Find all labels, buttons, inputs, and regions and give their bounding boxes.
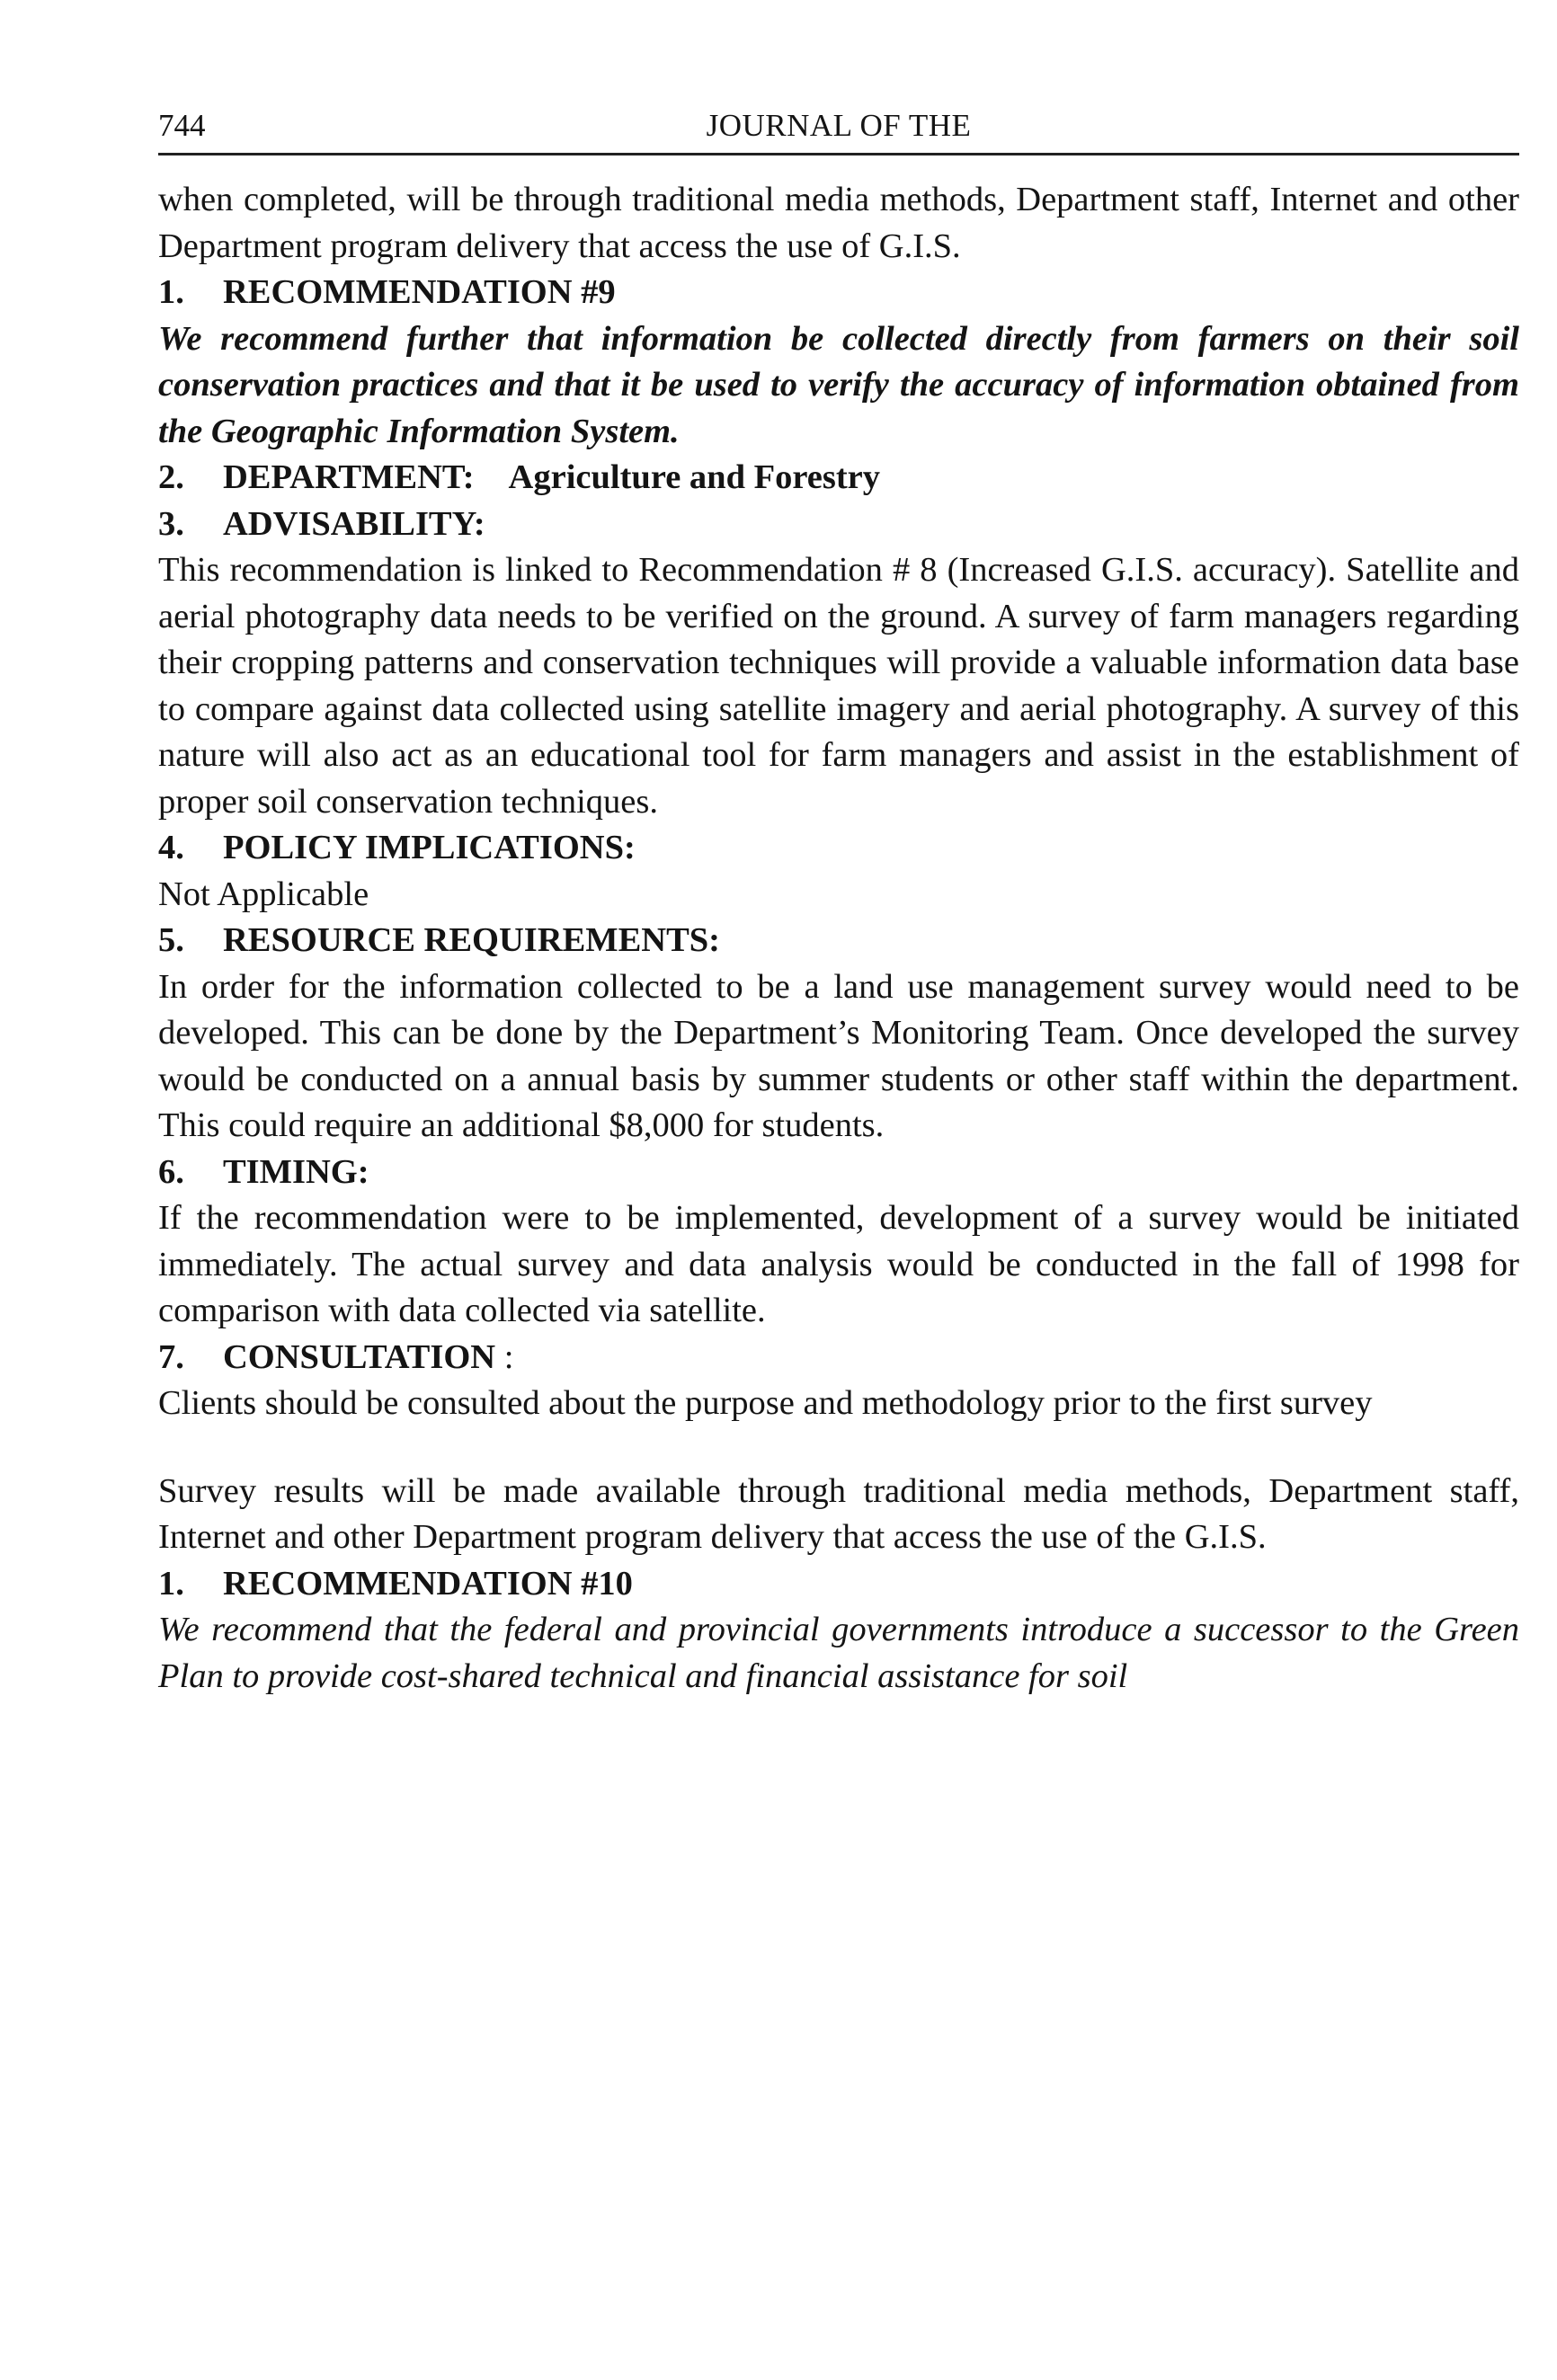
timing-label: TIMING: — [223, 1152, 369, 1191]
recommendation-9-number: 1. — [158, 273, 184, 311]
document-page — [158, 99, 1519, 1700]
recommendation-10-label: RECOMMENDATION #10 — [223, 1564, 633, 1603]
consultation-text: Clients should be consulted about the purpose and methodology prior to the first survey — [158, 1384, 1373, 1422]
department-heading — [158, 455, 1519, 502]
timing-number: 6. — [158, 1152, 184, 1191]
advisability-heading — [158, 502, 1519, 548]
department-number: 2. — [158, 458, 184, 496]
advisability-label: ADVISABILITY: — [223, 504, 485, 543]
department-label: DEPARTMENT: — [223, 458, 475, 496]
department-value: Agriculture and Forestry — [508, 458, 881, 496]
header-rule — [158, 153, 1519, 155]
policy-label: POLICY IMPLICATIONS: — [223, 829, 636, 866]
journal-title: JOURNAL OF THE — [706, 108, 972, 143]
recommendation-10-number: 1. — [158, 1564, 184, 1603]
resources-heading — [158, 918, 1519, 964]
intro-paragraph: when completed, will be through traditional media methods, Department staff, Internet and other Department program delivery that access the use of G.I.S. — [158, 181, 1519, 265]
timing-text: If the recommendation were to be implemented, development of a survey would be initiated immediately. The actual survey and data analysis would be conducted in the fall of 1998 for comparison with data collected via satellite. — [158, 1199, 1519, 1329]
policy-heading — [158, 825, 1519, 872]
resources-label: RESOURCE REQUIREMENTS: — [223, 921, 720, 959]
resources-text: In order for the information collected to be a land use management survey would need to be developed. This can be done by the Department’s Monitoring Team. Once developed the survey would be conducted on a annual basis by summer students or other staff within the department. This could require an additional $8,000 for students. — [158, 967, 1519, 1144]
advisability-number: 3. — [158, 504, 184, 543]
recommendation-9-text: We recommend further that information be collected directly from farmers on their soil conservation practices and that it be used to verify the accuracy of information obtained from the Geographic Information System. — [158, 319, 1519, 450]
recommendation-10-heading — [158, 1561, 1519, 1608]
policy-number: 4. — [158, 829, 184, 866]
consultation-colon: : — [495, 1337, 514, 1376]
page-number: 744 — [158, 108, 206, 143]
recommendation-9-heading — [158, 270, 1519, 316]
consultation-label: CONSULTATION — [223, 1337, 496, 1376]
recommendation-9-label: RECOMMENDATION #9 — [223, 273, 616, 311]
resources-number: 5. — [158, 921, 184, 959]
recommendation-10-text: We recommend that the federal and provincial governments introduce a successor to the Green Plan to provide cost-shared technical and financial assistance for soil — [158, 1611, 1519, 1695]
survey-results-text: Survey results will be made available through traditional media methods, Department staff, Internet and other Department program delivery that access the use of the G.I.S. — [158, 1471, 1519, 1556]
advisability-text: This recommendation is linked to Recommendation # 8 (Increased G.I.S. accuracy). Satellite and aerial photography data needs to be verified on the ground. A survey of farm managers regarding their cropping patterns and conservation techniques will provide a valuable information data base to compare against data collected using satellite imagery and aerial photography. A survey of this nature will also act as an educational tool for farm managers and assist in the establishment of proper soil conservation techniques. — [158, 551, 1519, 821]
policy-text: Not Applicable — [158, 875, 369, 913]
consultation-number: 7. — [158, 1337, 184, 1376]
consultation-heading — [158, 1335, 1519, 1381]
timing-heading — [158, 1150, 1519, 1196]
running-header — [158, 99, 1519, 153]
